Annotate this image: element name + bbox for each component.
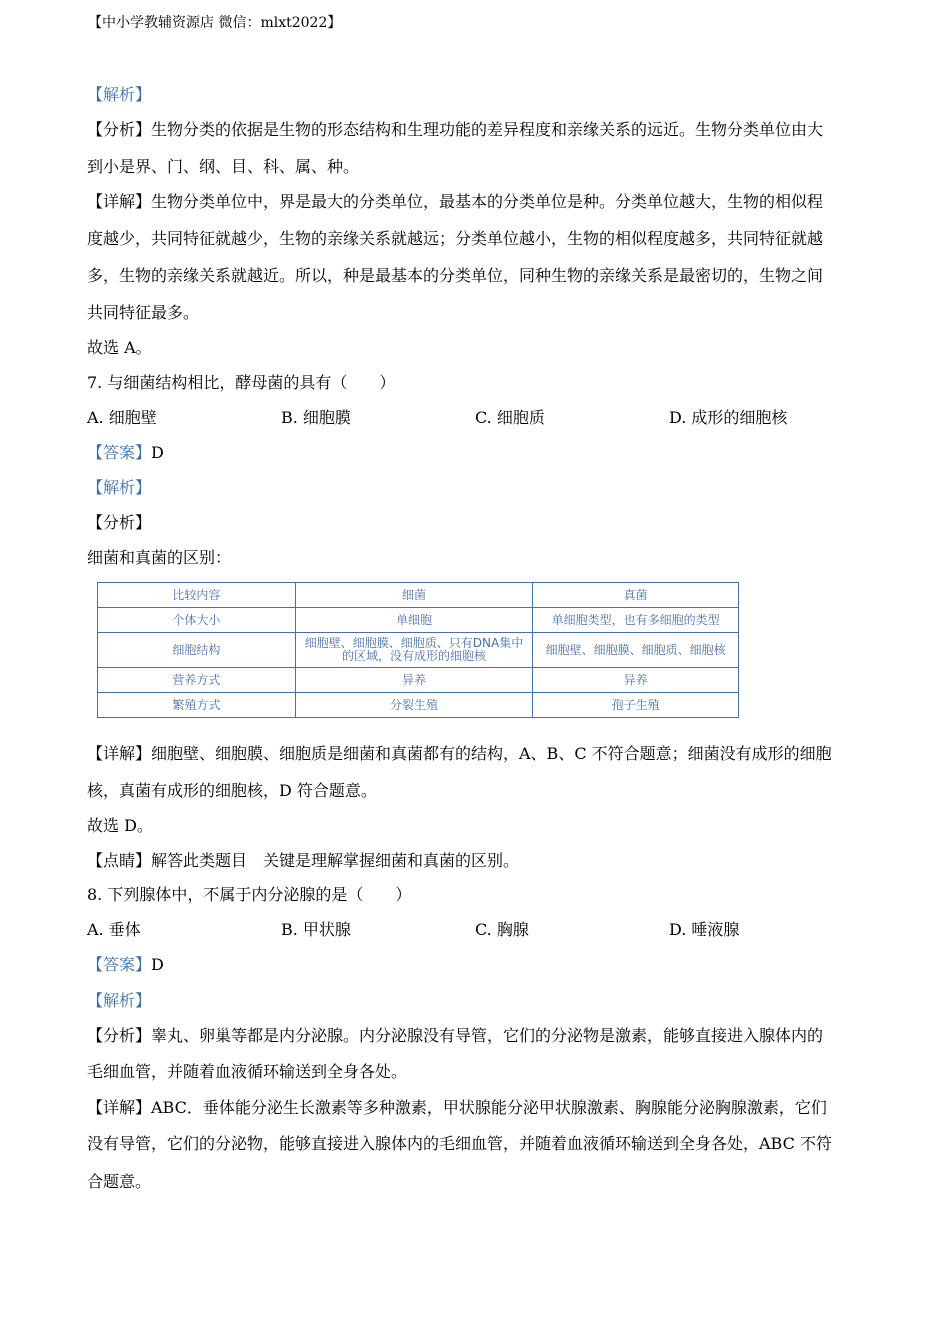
q8-xiangjie-line-2: 没有导管，它们的分泌物，能够直接进入腺体内的毛细血管，并随着血液循环输送到全身各处，ABC 不符 xyxy=(87,1134,832,1153)
table-cell: 细胞结构 xyxy=(98,633,296,668)
q7-option-b: B. 细胞膜 xyxy=(281,408,351,427)
table-cell: 营养方式 xyxy=(98,668,296,693)
q6-conclusion: 故选 A。 xyxy=(87,338,152,357)
q6-fenxi-line-1: 【分析】生物分类的依据是生物的形态结构和生理功能的差异程度和亲缘关系的远近。生物分类单位由大 xyxy=(87,120,824,139)
q8-fenxi-line-1: 【分析】睾丸、卵巢等都是内分泌腺。内分泌腺没有导管，它们的分泌物是激素，能够直接进入腺体内的 xyxy=(87,1026,824,1045)
q7-stem: 7. 与细菌结构相比，酵母菌的具有（ ） xyxy=(87,373,396,392)
q7-dianjing: 【点睛】解答此类题目 关键是理解掌握细菌和真菌的区别。 xyxy=(87,851,520,870)
q6-xiangjie-line-3: 多，生物的亲缘关系就越近。所以，种是最基本的分类单位，同种生物的亲缘关系是最密切的，生物之间 xyxy=(87,266,824,285)
q8-answer xyxy=(87,952,164,975)
q7-option-c: C. 细胞质 xyxy=(475,408,545,427)
table-cell: 单细胞 xyxy=(295,608,533,633)
q6-xiangjie-line-2: 度越少，共同特征就越少，生物的亲缘关系就越远；分类单位越小，生物的相似程度越多，共同特征就越 xyxy=(87,229,824,248)
q8-option-d: D. 唾液腺 xyxy=(669,920,740,939)
table-row xyxy=(98,633,739,668)
table-cell: 分裂生殖 xyxy=(295,693,533,718)
table-header-cell: 细菌 xyxy=(295,583,533,608)
q8-answer-label: 【答案】 xyxy=(87,955,152,974)
q6-fenxi-line-2: 到小是界、门、纲、目、科、属、种。 xyxy=(87,157,360,176)
table-cell: 个体大小 xyxy=(98,608,296,633)
q8-stem: 8. 下列腺体中，不属于内分泌腺的是（ ） xyxy=(87,885,412,904)
q7-table-intro: 细菌和真菌的区别： xyxy=(87,548,232,567)
table-row xyxy=(98,693,739,718)
q7-fenxi-label: 【分析】 xyxy=(87,513,152,532)
q8-xiangjie-line-1: 【详解】ABC．垂体能分泌生长激素等多种激素，甲状腺能分泌甲状腺激素、胸腺能分泌胸腺激素，它们 xyxy=(87,1098,827,1117)
table-cell: 异养 xyxy=(295,668,533,693)
q6-jiexi-label: 【解析】 xyxy=(87,85,152,104)
table-cell: 孢子生殖 xyxy=(533,693,739,718)
table-row xyxy=(98,668,739,693)
table-header-row xyxy=(98,583,739,608)
q7-answer xyxy=(87,440,164,463)
q6-xiangjie-line-4: 共同特征最多。 xyxy=(87,303,200,322)
q8-option-a: A. 垂体 xyxy=(87,920,141,939)
q7-option-d: D. 成形的细胞核 xyxy=(669,408,788,427)
table-cell: 异养 xyxy=(533,668,739,693)
page-header: 【中小学教辅资源店 微信：mlxt2022】 xyxy=(88,15,342,31)
q8-jiexi-label: 【解析】 xyxy=(87,991,152,1010)
table-cell: 细胞壁、细胞膜、细胞质、只有DNA集中的区域，没有成形的细胞核 xyxy=(295,633,533,668)
q8-answer-value: D xyxy=(151,955,164,974)
q8-option-b: B. 甲状腺 xyxy=(281,920,351,939)
q6-xiangjie-line-1: 【详解】生物分类单位中，界是最大的分类单位，最基本的分类单位是种。分类单位越大，生物的相似程 xyxy=(87,192,824,211)
table-cell: 单细胞类型，也有多细胞的类型 xyxy=(533,608,739,633)
q8-fenxi-line-2: 毛细血管，并随着血液循环输送到全身各处。 xyxy=(87,1062,408,1081)
comparison-table xyxy=(97,582,739,718)
table-header-cell: 比较内容 xyxy=(98,583,296,608)
table-header-cell: 真菌 xyxy=(533,583,739,608)
q7-option-a: A. 细胞壁 xyxy=(87,408,157,427)
q7-conclusion: 故选 D。 xyxy=(87,816,153,835)
table-cell: 细胞壁、细胞膜、细胞质、细胞核 xyxy=(533,633,739,668)
q7-xiangjie-line-2: 核，真菌有成形的细胞核，D 符合题意。 xyxy=(87,781,377,800)
q8-option-c: C. 胸腺 xyxy=(475,920,529,939)
table-row xyxy=(98,608,739,633)
q7-answer-value: D xyxy=(151,443,164,462)
q7-answer-label: 【答案】 xyxy=(87,443,152,462)
q7-jiexi-label: 【解析】 xyxy=(87,478,152,497)
q7-xiangjie-line-1: 【详解】细胞壁、细胞膜、细胞质是细菌和真菌都有的结构，A、B、C 不符合题意；细菌没有成形的细胞 xyxy=(87,744,832,763)
q8-xiangjie-line-3: 合题意。 xyxy=(87,1172,152,1191)
table-cell: 繁殖方式 xyxy=(98,693,296,718)
